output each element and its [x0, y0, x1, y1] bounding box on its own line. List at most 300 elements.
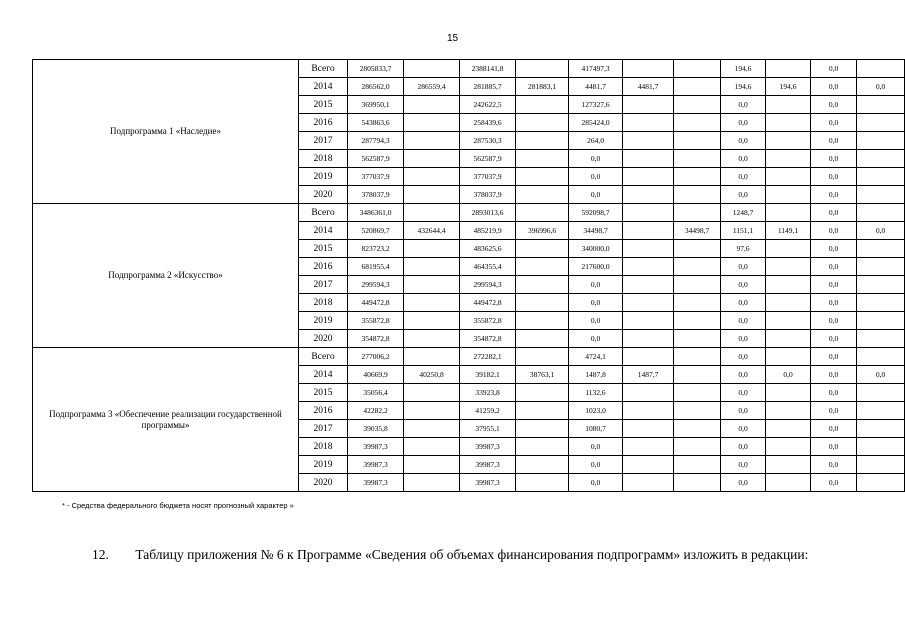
value-cell: 355872,8 [460, 312, 516, 330]
year-cell: 2019 [299, 168, 348, 186]
value-cell: 287794,3 [348, 132, 404, 150]
value-cell: 0,0 [857, 366, 905, 384]
value-cell [516, 186, 569, 204]
value-cell: 0,0 [721, 186, 766, 204]
value-cell [674, 186, 721, 204]
value-cell: 0,0 [811, 312, 857, 330]
value-cell: 127327,6 [569, 96, 623, 114]
value-cell [623, 420, 674, 438]
value-cell [857, 402, 905, 420]
value-cell: 0,0 [721, 348, 766, 366]
value-cell [857, 204, 905, 222]
year-cell: 2014 [299, 222, 348, 240]
value-cell: 1080,7 [569, 420, 623, 438]
value-cell [404, 204, 460, 222]
value-cell: 0,0 [811, 258, 857, 276]
value-cell [623, 312, 674, 330]
value-cell [857, 456, 905, 474]
value-cell [404, 330, 460, 348]
value-cell: 33923,8 [460, 384, 516, 402]
value-cell: 0,0 [811, 186, 857, 204]
value-cell: 1487,7 [623, 366, 674, 384]
value-cell [404, 402, 460, 420]
value-cell: 0,0 [811, 168, 857, 186]
value-cell [766, 474, 811, 492]
value-cell: 1132,6 [569, 384, 623, 402]
value-cell [516, 258, 569, 276]
value-cell [766, 348, 811, 366]
year-cell: 2014 [299, 78, 348, 96]
year-cell: 2016 [299, 258, 348, 276]
value-cell [404, 258, 460, 276]
value-cell: 1487,8 [569, 366, 623, 384]
value-cell [516, 114, 569, 132]
value-cell: 1151,1 [721, 222, 766, 240]
value-cell [404, 150, 460, 168]
value-cell: 0,0 [766, 366, 811, 384]
value-cell [404, 348, 460, 366]
value-cell [404, 474, 460, 492]
value-cell [516, 384, 569, 402]
value-cell [516, 276, 569, 294]
value-cell [623, 60, 674, 78]
value-cell: 40669,9 [348, 366, 404, 384]
value-cell [516, 204, 569, 222]
value-cell: 42282,2 [348, 402, 404, 420]
value-cell [674, 330, 721, 348]
value-cell [404, 96, 460, 114]
value-cell [857, 168, 905, 186]
value-cell [674, 60, 721, 78]
value-cell: 0,0 [569, 168, 623, 186]
value-cell: 0,0 [721, 150, 766, 168]
value-cell: 0,0 [721, 96, 766, 114]
value-cell: 0,0 [569, 474, 623, 492]
value-cell: 0,0 [811, 384, 857, 402]
year-cell: Всего [299, 204, 348, 222]
value-cell [857, 132, 905, 150]
value-cell: 355872,8 [348, 312, 404, 330]
table-row [33, 60, 905, 78]
subprogram-name: Подпрограмма 2 «Искусство» [33, 204, 299, 348]
value-cell [674, 366, 721, 384]
value-cell: 2893013,6 [460, 204, 516, 222]
value-cell [404, 168, 460, 186]
value-cell [516, 474, 569, 492]
value-cell: 0,0 [811, 78, 857, 96]
year-cell: 2015 [299, 240, 348, 258]
value-cell: 34498,7 [569, 222, 623, 240]
value-cell: 0,0 [721, 438, 766, 456]
value-cell: 258439,6 [460, 114, 516, 132]
value-cell [516, 60, 569, 78]
value-cell: 0,0 [811, 204, 857, 222]
value-cell: 377037,9 [348, 168, 404, 186]
value-cell [857, 258, 905, 276]
value-cell [766, 60, 811, 78]
value-cell: 0,0 [811, 474, 857, 492]
value-cell [857, 348, 905, 366]
value-cell [516, 168, 569, 186]
value-cell: 34498,7 [674, 222, 721, 240]
value-cell [766, 114, 811, 132]
value-cell: 1149,1 [766, 222, 811, 240]
value-cell: 562587,9 [348, 150, 404, 168]
value-cell [516, 132, 569, 150]
value-cell [623, 114, 674, 132]
value-cell: 354872,8 [460, 330, 516, 348]
value-cell: 0,0 [569, 456, 623, 474]
value-cell [404, 294, 460, 312]
value-cell: 0,0 [721, 168, 766, 186]
value-cell: 0,0 [811, 114, 857, 132]
value-cell: 562587,9 [460, 150, 516, 168]
value-cell: 449472,8 [460, 294, 516, 312]
value-cell [857, 420, 905, 438]
value-cell: 0,0 [811, 402, 857, 420]
value-cell [766, 258, 811, 276]
value-cell: 1023,0 [569, 402, 623, 420]
value-cell [623, 168, 674, 186]
value-cell: 340000,0 [569, 240, 623, 258]
value-cell: 285424,0 [569, 114, 623, 132]
year-cell: 2014 [299, 366, 348, 384]
value-cell [623, 186, 674, 204]
value-cell: 1248,7 [721, 204, 766, 222]
value-cell [674, 78, 721, 96]
value-cell [623, 96, 674, 114]
value-cell: 39987,3 [460, 474, 516, 492]
year-cell: 2019 [299, 312, 348, 330]
value-cell: 194,6 [721, 78, 766, 96]
value-cell: 39987,3 [348, 456, 404, 474]
value-cell [766, 456, 811, 474]
value-cell: 378037,9 [460, 186, 516, 204]
value-cell: 299594,3 [348, 276, 404, 294]
value-cell [674, 258, 721, 276]
value-cell: 0,0 [811, 294, 857, 312]
value-cell: 281885,7 [460, 78, 516, 96]
value-cell: 0,0 [721, 276, 766, 294]
value-cell: 286562,0 [348, 78, 404, 96]
value-cell: 0,0 [811, 132, 857, 150]
value-cell: 592098,7 [569, 204, 623, 222]
value-cell [623, 294, 674, 312]
value-cell: 0,0 [721, 330, 766, 348]
year-cell: 2020 [299, 474, 348, 492]
value-cell: 0,0 [721, 132, 766, 150]
paragraph-number: 12. [92, 547, 109, 562]
table-row [33, 348, 905, 366]
value-cell: 377037,9 [460, 168, 516, 186]
value-cell: 0,0 [721, 258, 766, 276]
value-cell: 3486361,0 [348, 204, 404, 222]
value-cell: 0,0 [811, 348, 857, 366]
value-cell [516, 438, 569, 456]
subprogram-name: Подпрограмма 1 «Наследие» [33, 60, 299, 204]
value-cell [623, 150, 674, 168]
value-cell [623, 204, 674, 222]
value-cell [674, 438, 721, 456]
year-cell: 2020 [299, 330, 348, 348]
value-cell [674, 420, 721, 438]
value-cell [404, 240, 460, 258]
value-cell: 0,0 [721, 402, 766, 420]
value-cell [516, 348, 569, 366]
value-cell: 0,0 [811, 330, 857, 348]
value-cell: 286559,4 [404, 78, 460, 96]
value-cell [404, 456, 460, 474]
value-cell [766, 402, 811, 420]
value-cell [516, 96, 569, 114]
value-cell: 396996,6 [516, 222, 569, 240]
value-cell [674, 204, 721, 222]
value-cell [404, 312, 460, 330]
year-cell: 2018 [299, 438, 348, 456]
year-cell: 2016 [299, 114, 348, 132]
year-cell: 2020 [299, 186, 348, 204]
value-cell: 38763,1 [516, 366, 569, 384]
value-cell [516, 294, 569, 312]
value-cell [766, 96, 811, 114]
value-cell [623, 456, 674, 474]
value-cell: 4724,1 [569, 348, 623, 366]
value-cell [516, 330, 569, 348]
value-cell: 0,0 [721, 312, 766, 330]
amendment-paragraph [92, 545, 852, 565]
value-cell [623, 348, 674, 366]
value-cell: 543863,6 [348, 114, 404, 132]
value-cell [674, 240, 721, 258]
value-cell: 277006,2 [348, 348, 404, 366]
value-cell: 0,0 [857, 78, 905, 96]
value-cell: 0,0 [569, 150, 623, 168]
value-cell [404, 384, 460, 402]
value-cell: 242622,5 [460, 96, 516, 114]
value-cell: 39987,3 [348, 438, 404, 456]
value-cell [516, 420, 569, 438]
value-cell: 287530,3 [460, 132, 516, 150]
value-cell: 520869,7 [348, 222, 404, 240]
value-cell: 0,0 [721, 384, 766, 402]
value-cell [674, 402, 721, 420]
value-cell [674, 132, 721, 150]
value-cell: 0,0 [811, 150, 857, 168]
value-cell: 194,6 [766, 78, 811, 96]
value-cell [766, 204, 811, 222]
value-cell [516, 240, 569, 258]
value-cell [766, 330, 811, 348]
value-cell [516, 456, 569, 474]
value-cell: 272282,1 [460, 348, 516, 366]
value-cell [404, 438, 460, 456]
value-cell [766, 168, 811, 186]
value-cell [857, 60, 905, 78]
value-cell: 449472,8 [348, 294, 404, 312]
value-cell: 37955,1 [460, 420, 516, 438]
value-cell [623, 438, 674, 456]
value-cell [674, 312, 721, 330]
value-cell [674, 294, 721, 312]
value-cell: 0,0 [721, 420, 766, 438]
value-cell [766, 312, 811, 330]
value-cell [404, 276, 460, 294]
value-cell [516, 150, 569, 168]
value-cell: 0,0 [569, 438, 623, 456]
value-cell [766, 384, 811, 402]
table-row [33, 204, 905, 222]
value-cell: 40250,8 [404, 366, 460, 384]
value-cell: 483625,6 [460, 240, 516, 258]
value-cell: 0,0 [811, 456, 857, 474]
year-cell: 2017 [299, 276, 348, 294]
value-cell: 0,0 [569, 312, 623, 330]
value-cell [674, 168, 721, 186]
value-cell [404, 420, 460, 438]
value-cell [766, 150, 811, 168]
value-cell [857, 312, 905, 330]
year-cell: 2017 [299, 132, 348, 150]
value-cell: 417497,3 [569, 60, 623, 78]
value-cell: 4481,7 [623, 78, 674, 96]
value-cell: 39182,1 [460, 366, 516, 384]
value-cell [674, 474, 721, 492]
value-cell [623, 402, 674, 420]
value-cell: 2388141,8 [460, 60, 516, 78]
year-cell: Всего [299, 348, 348, 366]
value-cell: 354872,8 [348, 330, 404, 348]
footnote: * - Средства федерального бюджета носят прогнозный характер » [62, 501, 294, 510]
value-cell: 39987,3 [460, 456, 516, 474]
value-cell: 0,0 [721, 456, 766, 474]
value-cell [857, 294, 905, 312]
value-cell [766, 294, 811, 312]
value-cell [857, 186, 905, 204]
value-cell [674, 456, 721, 474]
value-cell [766, 438, 811, 456]
value-cell [623, 384, 674, 402]
year-cell: 2018 [299, 150, 348, 168]
value-cell: 823723,2 [348, 240, 404, 258]
value-cell [674, 384, 721, 402]
value-cell: 39035,8 [348, 420, 404, 438]
value-cell [857, 276, 905, 294]
value-cell: 0,0 [811, 240, 857, 258]
value-cell [674, 276, 721, 294]
value-cell [623, 132, 674, 150]
year-cell: Всего [299, 60, 348, 78]
value-cell: 369950,1 [348, 96, 404, 114]
value-cell: 0,0 [569, 330, 623, 348]
value-cell [404, 186, 460, 204]
value-cell: 0,0 [857, 222, 905, 240]
value-cell [857, 474, 905, 492]
value-cell [857, 330, 905, 348]
value-cell [623, 222, 674, 240]
value-cell: 281883,1 [516, 78, 569, 96]
value-cell: 0,0 [811, 420, 857, 438]
value-cell: 39987,3 [460, 438, 516, 456]
value-cell: 35056,4 [348, 384, 404, 402]
value-cell: 0,0 [811, 60, 857, 78]
value-cell [766, 276, 811, 294]
value-cell: 0,0 [811, 276, 857, 294]
value-cell [766, 132, 811, 150]
value-cell [623, 240, 674, 258]
value-cell [674, 96, 721, 114]
value-cell: 0,0 [811, 222, 857, 240]
value-cell: 217600,0 [569, 258, 623, 276]
value-cell: 0,0 [811, 438, 857, 456]
value-cell [404, 132, 460, 150]
value-cell [674, 114, 721, 132]
value-cell: 264,0 [569, 132, 623, 150]
value-cell: 0,0 [569, 294, 623, 312]
value-cell: 4481,7 [569, 78, 623, 96]
value-cell: 432644,4 [404, 222, 460, 240]
value-cell: 0,0 [811, 366, 857, 384]
year-cell: 2016 [299, 402, 348, 420]
value-cell: 2805833,7 [348, 60, 404, 78]
value-cell: 464355,4 [460, 258, 516, 276]
value-cell [857, 240, 905, 258]
subprogram-name: Подпрограмма 3 «Обеспечение реализации государственной программы» [33, 348, 299, 492]
value-cell [516, 402, 569, 420]
value-cell: 39987,3 [348, 474, 404, 492]
value-cell: 97,6 [721, 240, 766, 258]
value-cell: 0,0 [569, 186, 623, 204]
value-cell: 0,0 [721, 474, 766, 492]
value-cell [623, 330, 674, 348]
value-cell: 194,6 [721, 60, 766, 78]
value-cell [623, 258, 674, 276]
value-cell [404, 60, 460, 78]
year-cell: 2017 [299, 420, 348, 438]
value-cell: 0,0 [721, 366, 766, 384]
value-cell [857, 114, 905, 132]
value-cell [766, 420, 811, 438]
value-cell [674, 348, 721, 366]
value-cell [766, 240, 811, 258]
year-cell: 2015 [299, 384, 348, 402]
value-cell: 0,0 [569, 276, 623, 294]
page-number: 15 [446, 33, 459, 44]
value-cell: 0,0 [811, 96, 857, 114]
value-cell [766, 186, 811, 204]
financing-table [32, 59, 905, 492]
value-cell [674, 150, 721, 168]
value-cell: 299594,3 [460, 276, 516, 294]
value-cell [857, 150, 905, 168]
value-cell [516, 312, 569, 330]
value-cell: 41259,2 [460, 402, 516, 420]
year-cell: 2018 [299, 294, 348, 312]
value-cell: 0,0 [721, 294, 766, 312]
value-cell [857, 384, 905, 402]
paragraph-text: Таблицу приложения № 6 к Программе «Сведения об объемах финансирования подпрограмм» изложить в редакции: [135, 547, 809, 562]
value-cell [857, 438, 905, 456]
value-cell: 0,0 [721, 114, 766, 132]
value-cell: 485219,9 [460, 222, 516, 240]
value-cell [623, 276, 674, 294]
value-cell [857, 96, 905, 114]
year-cell: 2019 [299, 456, 348, 474]
value-cell: 378037,9 [348, 186, 404, 204]
value-cell [404, 114, 460, 132]
value-cell [623, 474, 674, 492]
value-cell: 681955,4 [348, 258, 404, 276]
year-cell: 2015 [299, 96, 348, 114]
